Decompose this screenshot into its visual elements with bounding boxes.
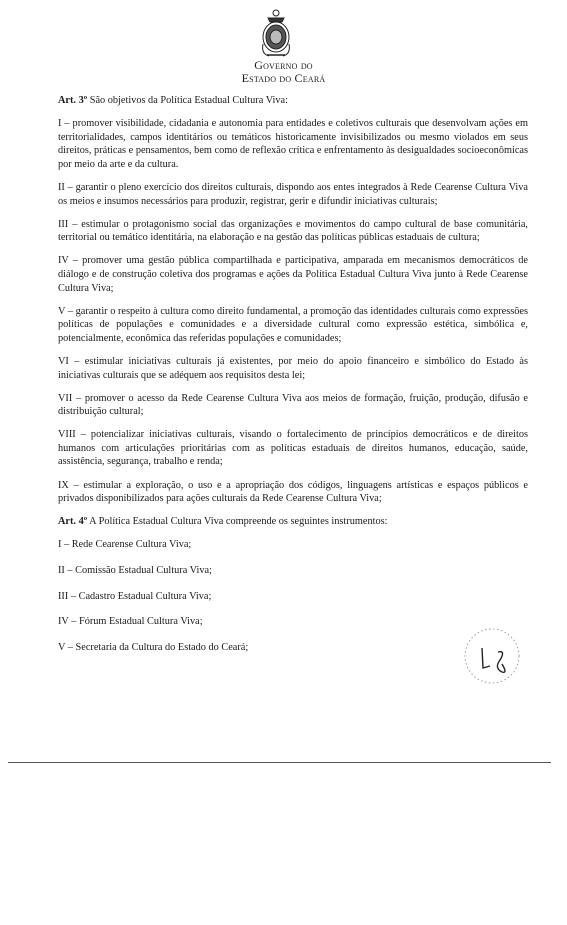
art3-item: III – estimular o protagonismo social das organizações e movimentos do campo cultural de base comunitária, territorial ou temático identitária, na elaboração e na gestão das políticas públicas estaduais de cultura; (58, 218, 528, 244)
header-line-2: Estado do Ceará (241, 71, 326, 85)
art3-item: V – garantir o respeito à cultura como direito fundamental, a promoção das identidades culturais como expressões políticas de populações e comunidades e a diversidade cultural como expressão estética, simbólica e, potencialmente, econômica das referidas populações e comunidades; (58, 305, 528, 344)
art3-label: Art. 3º (58, 95, 88, 106)
header-line-1: Governo do (254, 58, 313, 72)
art3-item: IV – promover uma gestão pública compartilhada e participativa, amparada em mecanismos democráticos de diálogo e de construção coletiva dos programas e ações da Política Estadual Cultura Viva junto à Rede Cearense Cultura Viva; (58, 255, 528, 294)
art3-intro: São objetivos da Política Estadual Cultura Viva: (87, 95, 288, 106)
document-body (58, 94, 528, 666)
art4-intro: A Política Estadual Cultura Viva compreende os seguintes instrumentos: (87, 516, 388, 528)
art4-label: Art. 4º (58, 516, 88, 528)
art4-item: V – Secretaria da Cultura do Estado do Ceará; (58, 641, 249, 653)
art4-item: II – Comissão Estadual Cultura Viva; (58, 564, 212, 576)
art3-item: IX – estimular a exploração, o uso e a apropriação dos códigos, linguagens artísticas e espaços públicos e privados disponibilizados para ações culturais da Rede Cearense Cultura Viva; (58, 479, 528, 505)
signature-stamp-icon (456, 622, 526, 692)
art3-heading (58, 94, 528, 108)
coat-of-arms-icon (259, 8, 293, 60)
art3-item: VIII – potencializar iniciativas culturais, visando o fortalecimento de princípios democráticos e de direitos humanos com articulações prioritárias com as políticas estaduais de direitos humanos, educação, saúde, assistência, segurança, trabalho e renda; (58, 429, 528, 468)
art3-item: I – promover visibilidade, cidadania e autonomia para entidades e coletivos culturais que desenvolvam ações em territorialidades, campos identitários ou temáticos historicamente invisibilizados ou mesmo violados em seus direitos, práticas e pensamentos, bem como de reflexão crítica e enfrentamento às desigualdades socioeconômicas por meio da arte e da cultura. (58, 118, 528, 170)
art3-item: VI – estimular iniciativas culturais já existentes, por meio do apoio financeiro e simbólico do Estado às iniciativas culturais que se adéquem aos requisitos desta lei; (58, 355, 528, 381)
art4-item: IV – Fórum Estadual Cultura Viva; (58, 616, 203, 628)
art3-item: VII – promover o acesso da Rede Cearense Cultura Viva aos meios de formação, fruição, produção, difusão e distribuição cultural; (58, 392, 528, 418)
art3-item: II – garantir o pleno exercício dos direitos culturais, dispondo aos entes integrados à Rede Cearense Cultura Viva os meios e insumos necessários para produzir, registrar, gerir e difundir iniciativas culturais; (58, 181, 528, 207)
art4-item: I – Rede Cearense Cultura Viva; (58, 539, 192, 551)
art4-item: III – Cadastro Estadual Cultura Viva; (58, 590, 212, 602)
footer-divider (8, 762, 551, 763)
art4-heading (58, 515, 528, 529)
